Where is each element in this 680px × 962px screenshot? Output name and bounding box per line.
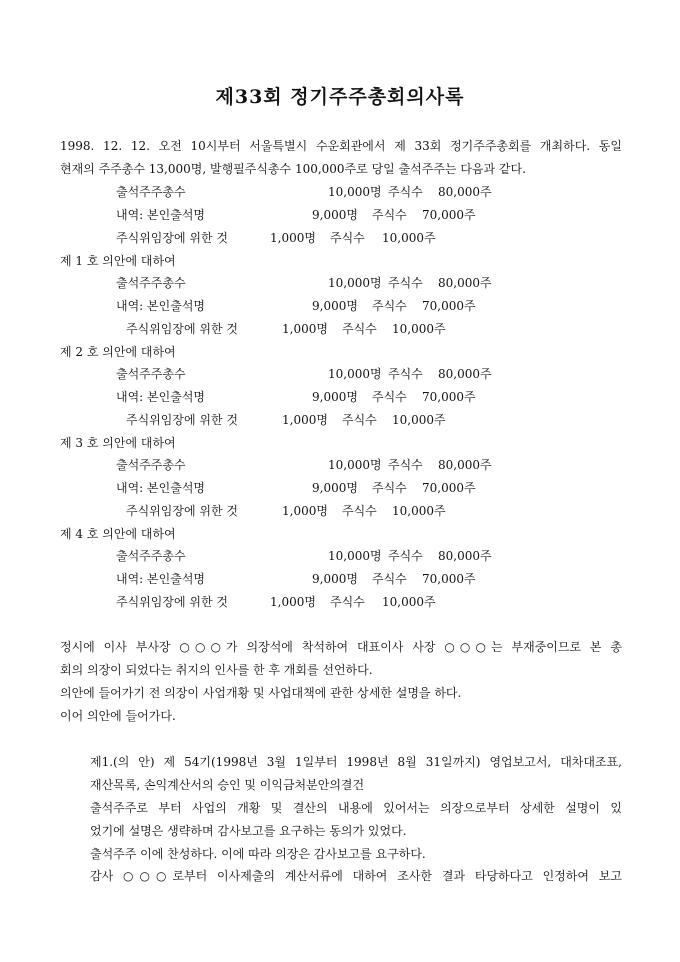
persons: 9,000명 bbox=[312, 299, 358, 313]
agenda-4-total-row bbox=[0, 549, 680, 563]
persons: 9,000명 bbox=[312, 572, 358, 586]
shares-label: 주식수 bbox=[388, 549, 423, 563]
shares-label: 주식수 bbox=[372, 208, 407, 222]
agenda-3-self-row bbox=[0, 481, 680, 495]
label: 출석주주총수 bbox=[116, 458, 186, 472]
shares-label: 주식수 bbox=[372, 299, 407, 313]
shares-label: 주식수 bbox=[372, 390, 407, 404]
shares-label: 주식수 bbox=[342, 413, 377, 427]
persons: 10,000명 bbox=[328, 367, 382, 381]
persons: 1,000명 bbox=[282, 413, 328, 427]
shares-label: 주식수 bbox=[330, 595, 365, 609]
label: 주식위임장에 위한 것 bbox=[116, 595, 228, 609]
resolution-line-5: 출석주주 이에 찬성하다. 이에 따라 의장은 감사보고를 요구하다. bbox=[90, 847, 426, 861]
shares: 70,000주 bbox=[422, 481, 476, 495]
label: 내역: 본인출석명 bbox=[116, 390, 206, 404]
summary-self-row bbox=[0, 208, 680, 222]
label: 주식위임장에 위한 것 bbox=[126, 322, 238, 336]
shares: 70,000주 bbox=[422, 390, 476, 404]
shares: 10,000주 bbox=[382, 595, 436, 609]
intro-line-2: 현재의 주주총수 13,000명, 발행필주식총수 100,000주로 당일 출석주주는 다음과 같다. bbox=[60, 162, 526, 176]
agenda-4-proxy-row bbox=[0, 595, 680, 609]
label: 출석주주총수 bbox=[116, 549, 186, 563]
resolution-line-4: 었기에 설명은 생략하며 감사보고를 요구하는 동의가 있었다. bbox=[90, 824, 407, 838]
agenda-2-heading: 제 2 호 의안에 대하여 bbox=[60, 345, 176, 359]
agenda-1-heading: 제 1 호 의안에 대하여 bbox=[60, 254, 176, 268]
persons: 10,000명 bbox=[328, 458, 382, 472]
agenda-2-total-row bbox=[0, 367, 680, 381]
label: 주식위임장에 위한 것 bbox=[126, 413, 238, 427]
shares-label: 주식수 bbox=[342, 322, 377, 336]
shares: 10,000주 bbox=[382, 231, 436, 245]
persons: 9,000명 bbox=[312, 481, 358, 495]
agenda-2-self-row bbox=[0, 390, 680, 404]
shares: 80,000주 bbox=[438, 367, 492, 381]
persons: 1,000명 bbox=[282, 322, 328, 336]
persons: 1,000명 bbox=[270, 595, 316, 609]
persons: 9,000명 bbox=[312, 390, 358, 404]
label: 출석주주총수 bbox=[116, 367, 186, 381]
summary-total-row bbox=[0, 185, 680, 199]
shares: 80,000주 bbox=[438, 276, 492, 290]
agenda-2-proxy-row bbox=[0, 413, 680, 427]
persons: 10,000명 bbox=[328, 276, 382, 290]
persons: 10,000명 bbox=[328, 185, 382, 199]
resolution-line-3: 출석주주로 부터 사업의 개황 및 결산의 내용에 있어서는 의장으로부터 상세한 설명이 있 bbox=[90, 801, 622, 815]
shares: 10,000주 bbox=[392, 504, 446, 518]
shares-label: 주식수 bbox=[372, 481, 407, 495]
label: 주식위임장에 위한 것 bbox=[116, 231, 228, 245]
label: 출석주주총수 bbox=[116, 185, 186, 199]
opening-line-1: 정시에 이사 부사장 ○○○가 의장석에 착석하여 대표이사 사장 ○○○는 부재중이므로 본 총 bbox=[60, 640, 622, 654]
resolution-line-6: 감사 ○○○로부터 이사제출의 계산서류에 대하여 조사한 결과 타당하다고 인정하여 보고 bbox=[90, 869, 622, 883]
agenda-3-heading: 제 3 호 의안에 대하여 bbox=[60, 436, 176, 450]
agenda-4-heading: 제 4 호 의안에 대하여 bbox=[60, 527, 176, 541]
agenda-3-total-row bbox=[0, 458, 680, 472]
shares: 70,000주 bbox=[422, 299, 476, 313]
label: 내역: 본인출석명 bbox=[116, 299, 206, 313]
shares: 70,000주 bbox=[422, 208, 476, 222]
label: 주식위임장에 위한 것 bbox=[126, 504, 238, 518]
shares: 80,000주 bbox=[438, 549, 492, 563]
shares-label: 주식수 bbox=[388, 276, 423, 290]
agenda-1-total-row bbox=[0, 276, 680, 290]
opening-line-2: 회의 의장이 되었다는 취지의 인사를 한 후 개회를 선언하다. bbox=[60, 663, 373, 677]
shares-label: 주식수 bbox=[342, 504, 377, 518]
persons: 1,000명 bbox=[270, 231, 316, 245]
opening-line-3: 의안에 들어가기 전 의장이 사업개황 및 사업대책에 관한 상세한 설명을 하다. bbox=[60, 686, 462, 700]
opening-line-4: 이어 의안에 들어가다. bbox=[60, 709, 176, 723]
shares: 10,000주 bbox=[392, 413, 446, 427]
persons: 9,000명 bbox=[312, 208, 358, 222]
shares: 80,000주 bbox=[438, 185, 492, 199]
shares: 80,000주 bbox=[438, 458, 492, 472]
label: 출석주주총수 bbox=[116, 276, 186, 290]
intro-line-1: 1998. 12. 12. 오전 10시부터 서울특별시 수운회관에서 제 33회 정기주주총회를 개최하다. 동일 bbox=[60, 139, 622, 153]
label: 내역: 본인출석명 bbox=[116, 208, 206, 222]
shares-label: 주식수 bbox=[372, 572, 407, 586]
shares-label: 주식수 bbox=[388, 185, 423, 199]
label: 내역: 본인출석명 bbox=[116, 572, 206, 586]
agenda-1-self-row bbox=[0, 299, 680, 313]
agenda-1-proxy-row bbox=[0, 322, 680, 336]
document-title: 제33회 정기주주총회의사록 bbox=[215, 86, 465, 108]
shares: 10,000주 bbox=[392, 322, 446, 336]
shares-label: 주식수 bbox=[330, 231, 365, 245]
resolution-line-2: 재산목록, 손익계산서의 승인 및 이익금처분안의결건 bbox=[90, 778, 365, 792]
persons: 1,000명 bbox=[282, 504, 328, 518]
summary-proxy-row bbox=[0, 231, 680, 245]
resolution-line-1: 제1.(의 안) 제 54기(1998년 3월 1일부터 1998년 8월 31일까지) 영업보고서, 대차대조표, bbox=[90, 755, 622, 769]
agenda-3-proxy-row bbox=[0, 504, 680, 518]
label: 내역: 본인출석명 bbox=[116, 481, 206, 495]
shares: 70,000주 bbox=[422, 572, 476, 586]
persons: 10,000명 bbox=[328, 549, 382, 563]
agenda-4-self-row bbox=[0, 572, 680, 586]
shares-label: 주식수 bbox=[388, 367, 423, 381]
shares-label: 주식수 bbox=[388, 458, 423, 472]
